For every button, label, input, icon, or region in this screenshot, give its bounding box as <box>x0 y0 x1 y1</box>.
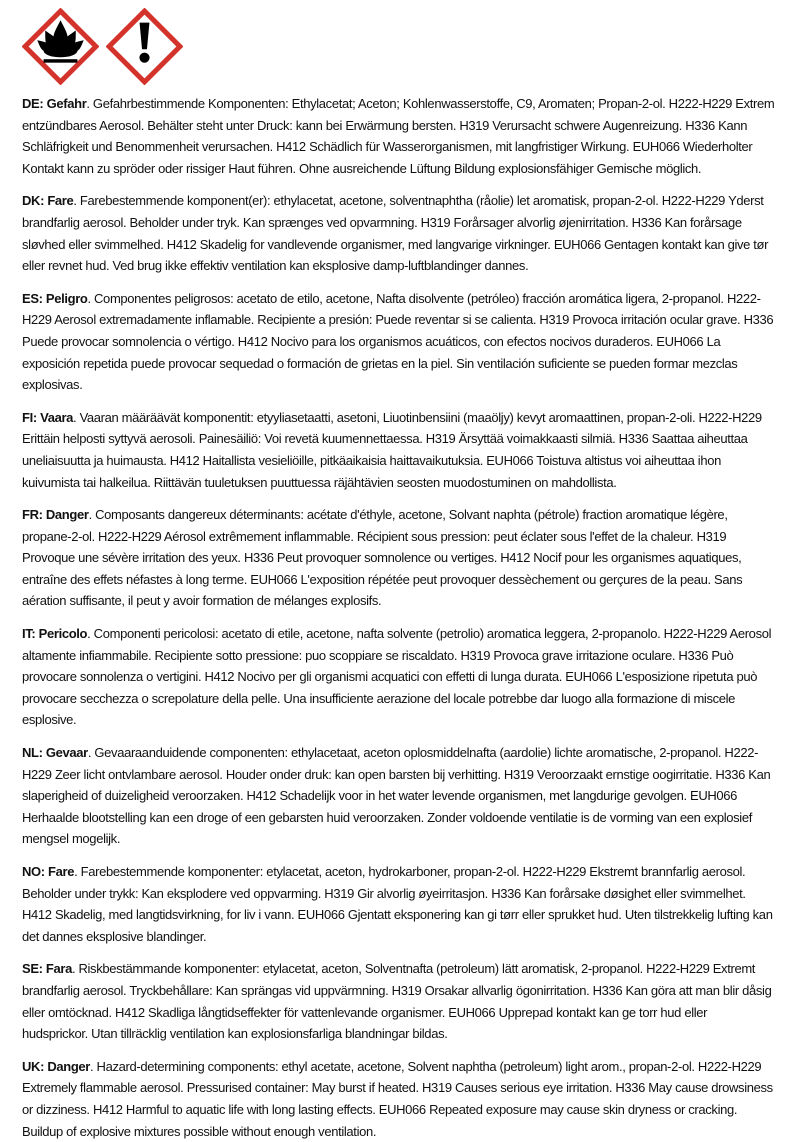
section-body: . Hazard-determining components: ethyl acetate, acetone, Solvent naphtha (petroleum) light arom., propan-2-ol. H222-H229 Extremely flammable aerosol. Pressurised container: May burst if heated. H319 Causes serious eye irritation. H336 May cause drowsiness or dizziness. H412 Harmful to aquatic life with long lasting effects. EUH066 Repeated exposure may cause skin dryness or cracking. Buildup of explosive mixtures possible without enough ventilation. <box>22 1058 773 1139</box>
section-lead: NL: Gevaar <box>22 745 88 761</box>
section-body: . Componenti pericolosi: acetato di etile, acetone, nafta solvente (petrolio) aromatica leggera, 2-propanolo. H222-H229 Aerosol altamente infiammabile. Recipiente sotto pressione: puo scoppiare se riscaldato. H319 Provoca grave irritazione oculare. H336 Può provocare sonnolenza o vertigini. H412 Nocivo per gli organismi acquatici con effetti di lunga durata. EUH066 L'esposizione ripetuta può provocare secchezza o screpolature della pelle. Una insufficiente aerazione del locale potrebbe dar luogo alla formazione di miscele esplosive. <box>22 626 772 728</box>
section-lead: DK: Fare <box>22 193 74 209</box>
section-body: . Gevaaraanduidende componenten: ethylacetaat, aceton oplosmiddelnafta (aardolie) lichte aromatische, 2-propanol. H222-H229 Zeer licht ontvlambare aerosol. Houder onder druk: kan open barsten bij verhitting. H319 Veroorzaakt ernstige oogirritatie. H336 Kan slaperigheid of duizeligheid veroorzaken. H412 Schadelijk voor in het water levende organismen, met langdurige gevolgen. EUH066 Herhaalde blootstelling kan een droge of een gebarsten huid veroorzaken. Zonder voldoende ventilatie is de vorming van een explosief mengsel mogelijk. <box>22 745 771 847</box>
section-body: . Composants dangereux déterminants: acétate d'éthyle, acetone, Solvant naphta (pétrole) fraction aromatique légère, propane-2-ol. H222-H229 Aérosol extrêmement inflammable. Récipient sous pression: peut éclater sous l'effet de la chaleur. H319 Provoque une sévère irritation des yeux. H336 Peut provoquer somnolence ou vertiges. H412 Nocif pour les organismes aquatiques, entraîne des effets néfastes à long terme. EUH066 L'exposition répétée peut provoquer dessèchement ou gerçures de la peau. Sans aération suffisante, il peut y avoir formation de mélanges explosifs. <box>22 507 743 609</box>
hazard-section-dk <box>22 190 776 276</box>
flame-icon <box>22 8 99 85</box>
section-lead: NO: Fare <box>22 864 75 879</box>
section-lead: IT: Pericolo <box>22 626 88 642</box>
section-lead: FI: Vaara <box>22 409 74 425</box>
hazard-section-se <box>22 958 776 1044</box>
section-body: . Gefahrbestimmende Komponenten: Ethylacetat; Aceton; Kohlenwasserstoffe, C9, Aromaten; Propan-2-ol. H222-H229 Extrem entzündbares Aerosol. Behälter steht unter Druck: kann bei Erwärmung bersten. H319 Verursacht schwere Augenreizung. H336 Kann Schläfrigkeit und Benommenheit verursachen. H412 Schädlich für Wasserorganismen, mit langfristiger Wirkung. EUH066 Wiederholter Kontakt kann zu spröder oder rissiger Haut führen. Ohne ausreichende Lüftung Bildung explosionsfähiger Gemische möglich. <box>22 96 775 176</box>
section-body: . Farebestemmende komponent(er): ethylacetat, acetone, solventnaphtha (råolie) let aromatisk, propan-2-ol. H222-H229 Yderst brandfarlig aerosol. Beholder under tryk. Kan sprænges ved opvarmning. H319 Forårsager alvorlig øjenirritation. H336 Kan forårsage sløvhed eller svimmelhed. H412 Skadelig for vandlevende organismer, med langvarige virkninger. EUH066 Gentagen kontakt kan give tør eller revnet hud. Ved brug ikke effektiv ventilation kan eksplosive damp-luftblandinger dannes. <box>22 193 769 274</box>
hazard-section-uk <box>22 1056 776 1142</box>
hazard-section-nl <box>22 742 776 850</box>
hazard-statements <box>22 93 776 1142</box>
hazard-section-fr <box>22 504 776 612</box>
hazard-section-es <box>22 288 776 396</box>
hazard-section-de <box>22 93 776 179</box>
section-lead: ES: Peligro <box>22 290 88 306</box>
section-body: . Vaaran määräävät komponentit: etyyliasetaatti, asetoni, Liuotinbensiini (maaöljy) kevyt aromaattinen, propan-2-oli. H222-H229 Erittäin helposti syttyvä aerosoli. Painesäiliö: Voi revetä kuumennettaessa. H319 Ärsyttää voimakkaasti silmiä. H336 Saattaa aiheuttaa uneliaisuutta ja huimausta. H412 Haitallista vesieliöille, pitkäaikaisia haittavaikutuksia. EUH066 Toistuva altistus voi aiheuttaa ihon kuivumista tai halkeilua. Riittävän tuuletuksen puuttuessa räjähtävien seosten muodostuminen on mahdollista. <box>22 409 762 490</box>
hazard-section-no <box>22 861 776 947</box>
section-lead: FR: Danger <box>22 507 89 523</box>
section-body: . Componentes peligrosos: acetato de etilo, acetone, Nafta disolvente (petróleo) fracción aromática ligera, 2-propanol. H222-H229 Aerosol extremadamente inflamable. Recipiente a presión: Puede reventar si se calienta. H319 Provoca irritación ocular grave. H336 Puede provocar somnolencia o vértigo. H412 Nocivo para los organismos acuáticos, con efectos nocivos duraderos. EUH066 La exposición repetida puede provocar sequedad o formación de grietas en la piel. Sin ventilación suficiente se pueden formar mezclas explosivas. <box>22 290 774 393</box>
hazard-section-it <box>22 623 776 731</box>
section-body: . Farebestemmende komponenter: etylacetat, aceton, hydrokarboner, propan-2-ol. H222-H229 Ekstremt brannfarlig aerosol. Beholder under trykk: Kan eksplodere ved oppvarming. H319 Gir alvorlig øyeirritasjon. H336 Kan forårsake døsighet eller svimmelhet. H412 Skadelig, med langtidsvirkning, for liv i vann. EUH066 Gjentatt eksponering kan gi tørr eller sprukket hud. Uten tilstrekkelig lufting kan det dannes eksplosive blandinger. <box>22 864 773 944</box>
exclamation-mark-icon <box>106 8 183 85</box>
section-lead: DE: Gefahr <box>22 96 87 111</box>
ghs-pictograms <box>22 8 776 85</box>
section-body: . Riskbestämmande komponenter: etylacetat, aceton, Solventnafta (petroleum) lätt aromatisk, 2-propanol. H222-H229 Extremt brandfarlig aerosol. Tryckbehållare: Kan sprängas vid uppvärmning. H319 Orsakar allvarlig ögonirritation. H336 Kan göra att man blir dåsig eller omtöcknad. H412 Skadliga långtidseffekter för vattenlevande organismer. EUH066 Upprepad kontakt kan ge torr hud eller hudsprickor. Utan tillräcklig ventilation kan explosionsfarliga blandningar bildas. <box>22 961 772 1042</box>
hazard-section-fi <box>22 407 776 493</box>
section-lead: UK: Danger <box>22 1058 91 1074</box>
section-lead: SE: Fara <box>22 961 72 977</box>
